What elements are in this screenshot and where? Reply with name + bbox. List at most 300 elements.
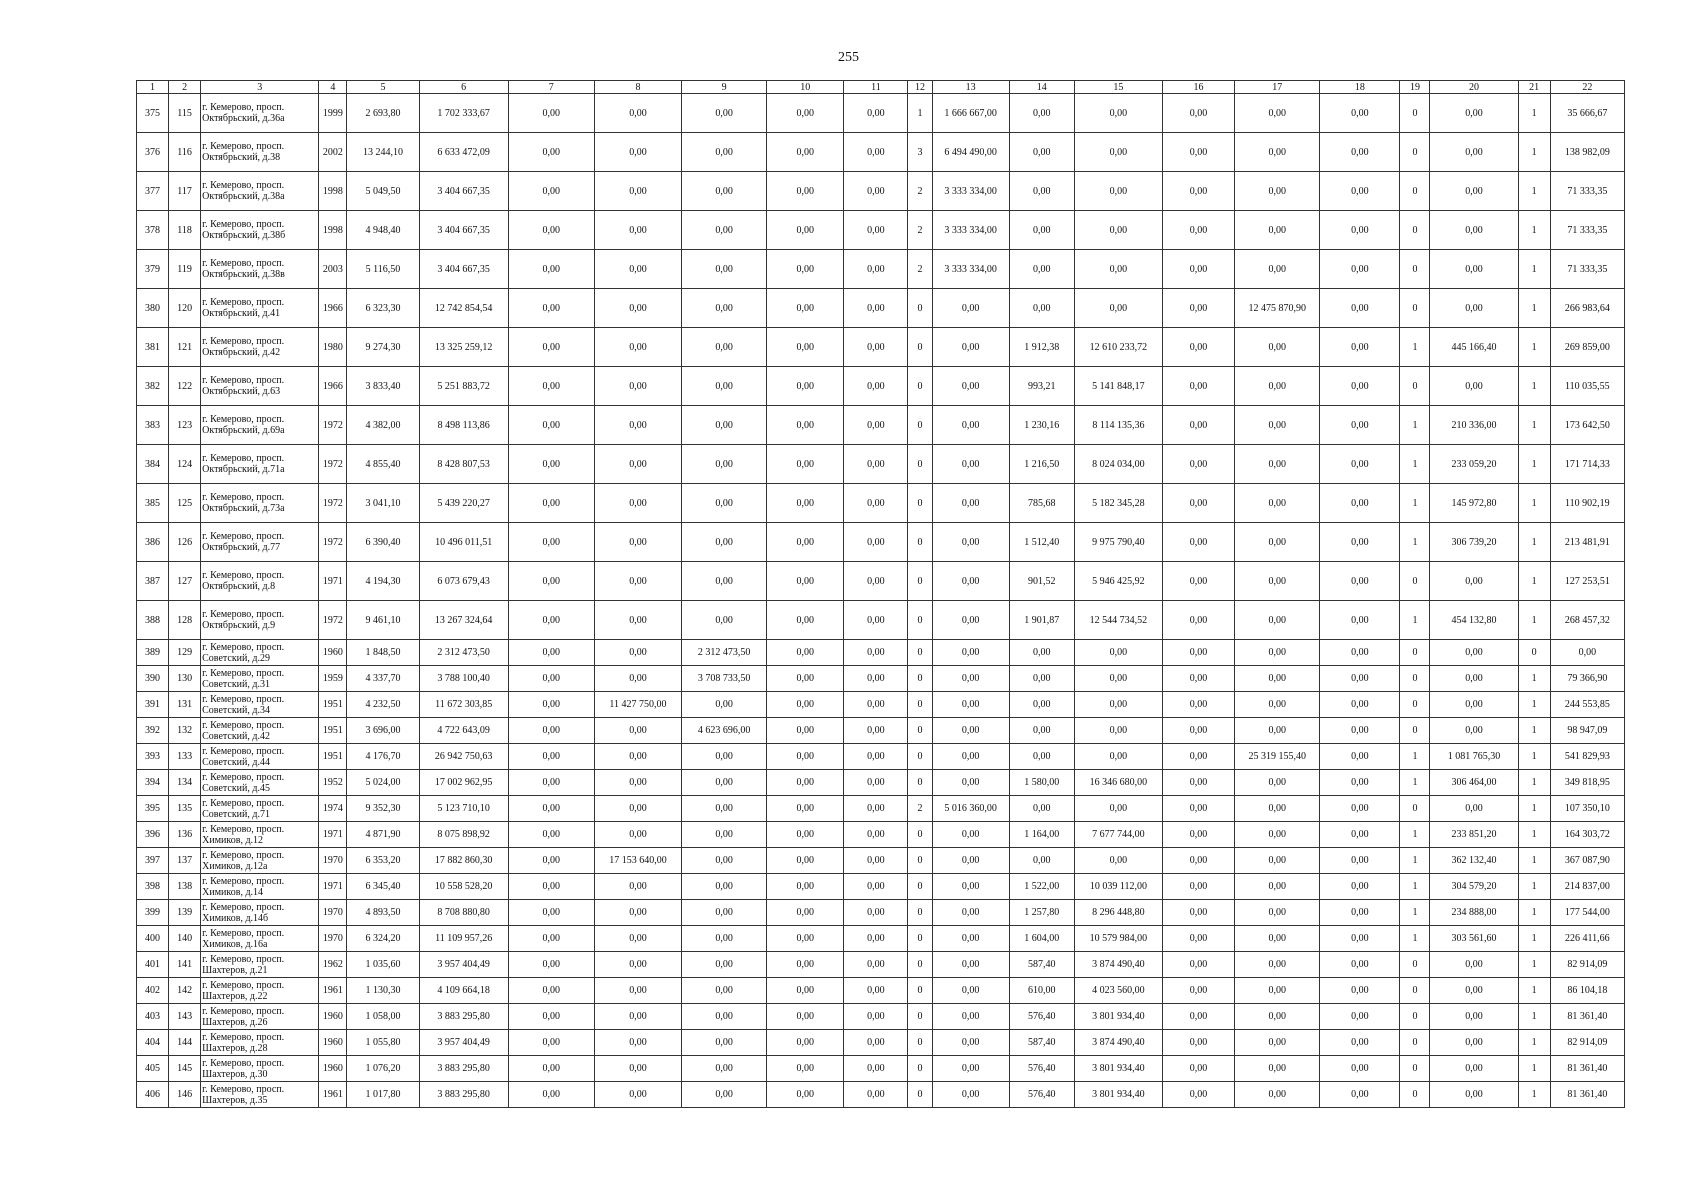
table-cell: 0,00 bbox=[508, 770, 594, 796]
table-cell: 0,00 bbox=[1235, 926, 1320, 952]
table-row bbox=[137, 900, 1625, 926]
column-header-14: 14 bbox=[1009, 81, 1074, 94]
table-cell: 0,00 bbox=[594, 666, 681, 692]
table-cell: 0,00 bbox=[932, 1030, 1009, 1056]
table-cell: 0 bbox=[908, 744, 932, 770]
table-row bbox=[137, 250, 1625, 289]
column-header-16: 16 bbox=[1162, 81, 1234, 94]
table-cell: 382 bbox=[137, 367, 169, 406]
table-cell: 1951 bbox=[319, 744, 347, 770]
column-header-22: 22 bbox=[1550, 81, 1624, 94]
table-cell: 0,00 bbox=[932, 744, 1009, 770]
table-cell: 1 bbox=[1518, 211, 1550, 250]
table-cell: 387 bbox=[137, 562, 169, 601]
table-cell: 0,00 bbox=[508, 484, 594, 523]
table-cell: 0,00 bbox=[767, 822, 844, 848]
table-cell: 0,00 bbox=[508, 601, 594, 640]
table-cell: 5 116,50 bbox=[347, 250, 419, 289]
table-cell: 0,00 bbox=[844, 926, 908, 952]
address-cell: г. Кемерово, просп. Октябрьский, д.63 bbox=[201, 367, 319, 406]
table-cell: 0,00 bbox=[682, 172, 767, 211]
table-cell: 8 296 448,80 bbox=[1074, 900, 1162, 926]
table-row bbox=[137, 172, 1625, 211]
table-cell: 1960 bbox=[319, 1004, 347, 1030]
table-cell: 1966 bbox=[319, 289, 347, 328]
table-cell: 5 016 360,00 bbox=[932, 796, 1009, 822]
table-cell: 0,00 bbox=[767, 640, 844, 666]
table-cell: 11 672 303,85 bbox=[419, 692, 508, 718]
table-cell: 1 580,00 bbox=[1009, 770, 1074, 796]
table-cell: 0,00 bbox=[1009, 666, 1074, 692]
table-cell: 0,00 bbox=[1162, 328, 1234, 367]
table-cell: 0,00 bbox=[1235, 796, 1320, 822]
table-cell: 0,00 bbox=[594, 1082, 681, 1108]
table-cell: 1 bbox=[1400, 770, 1430, 796]
table-cell: 0,00 bbox=[767, 562, 844, 601]
table-cell: 0,00 bbox=[1162, 406, 1234, 445]
table-cell: 303 561,60 bbox=[1430, 926, 1518, 952]
table-cell: 1961 bbox=[319, 1082, 347, 1108]
table-cell: 1 912,38 bbox=[1009, 328, 1074, 367]
table-cell: 2 bbox=[908, 796, 932, 822]
table-cell: 124 bbox=[169, 445, 201, 484]
table-cell: 0,00 bbox=[682, 900, 767, 926]
table-cell: 391 bbox=[137, 692, 169, 718]
table-cell: 0,00 bbox=[594, 133, 681, 172]
table-cell: 1 bbox=[1518, 289, 1550, 328]
table-row bbox=[137, 952, 1625, 978]
table-cell: 1951 bbox=[319, 718, 347, 744]
table-cell: 1 bbox=[1518, 484, 1550, 523]
table-cell: 0,00 bbox=[844, 211, 908, 250]
table-cell: 6 073 679,43 bbox=[419, 562, 508, 601]
column-header-5: 5 bbox=[347, 81, 419, 94]
table-cell: 1 bbox=[1518, 952, 1550, 978]
table-cell: 0,00 bbox=[767, 1082, 844, 1108]
address-cell: г. Кемерово, просп. Шахтеров, д.21 bbox=[201, 952, 319, 978]
table-cell: 1962 bbox=[319, 952, 347, 978]
table-cell: 0,00 bbox=[1235, 133, 1320, 172]
table-cell: 17 153 640,00 bbox=[594, 848, 681, 874]
table-cell: 0,00 bbox=[1162, 718, 1234, 744]
table-cell: 0,00 bbox=[844, 562, 908, 601]
table-cell: 6 323,30 bbox=[347, 289, 419, 328]
column-header-19: 19 bbox=[1400, 81, 1430, 94]
table-cell: 135 bbox=[169, 796, 201, 822]
table-cell: 0,00 bbox=[594, 718, 681, 744]
table-cell: 393 bbox=[137, 744, 169, 770]
table-cell: 117 bbox=[169, 172, 201, 211]
table-cell: 137 bbox=[169, 848, 201, 874]
table-cell: 0,00 bbox=[1320, 1004, 1400, 1030]
table-cell: 587,40 bbox=[1009, 952, 1074, 978]
table-cell: 134 bbox=[169, 770, 201, 796]
table-row bbox=[137, 978, 1625, 1004]
table-cell: 0,00 bbox=[767, 692, 844, 718]
table-cell: 0,00 bbox=[1162, 445, 1234, 484]
table-cell: 0,00 bbox=[844, 1056, 908, 1082]
table-cell: 0,00 bbox=[932, 822, 1009, 848]
table-cell: 5 251 883,72 bbox=[419, 367, 508, 406]
table-cell: 4 623 696,00 bbox=[682, 718, 767, 744]
table-cell: 0,00 bbox=[1320, 718, 1400, 744]
table-cell: 127 253,51 bbox=[1550, 562, 1624, 601]
table-cell: 454 132,80 bbox=[1430, 601, 1518, 640]
table-cell: 0 bbox=[908, 926, 932, 952]
table-cell: 1 bbox=[1518, 900, 1550, 926]
column-header-6: 6 bbox=[419, 81, 508, 94]
column-header-20: 20 bbox=[1430, 81, 1518, 94]
table-cell: 0,00 bbox=[682, 211, 767, 250]
table-cell: 587,40 bbox=[1009, 1030, 1074, 1056]
table-cell: 0,00 bbox=[594, 1030, 681, 1056]
table-cell: 0,00 bbox=[1009, 172, 1074, 211]
table-cell: 901,52 bbox=[1009, 562, 1074, 601]
table-cell: 785,68 bbox=[1009, 484, 1074, 523]
table-cell: 0,00 bbox=[767, 484, 844, 523]
table-cell: 144 bbox=[169, 1030, 201, 1056]
table-cell: 1980 bbox=[319, 328, 347, 367]
table-cell: 126 bbox=[169, 523, 201, 562]
table-cell: 0,00 bbox=[932, 445, 1009, 484]
table-cell: 119 bbox=[169, 250, 201, 289]
table-cell: 377 bbox=[137, 172, 169, 211]
table-cell: 1 bbox=[1400, 445, 1430, 484]
table-cell: 0 bbox=[1400, 250, 1430, 289]
table-cell: 0,00 bbox=[1235, 250, 1320, 289]
table-cell: 0,00 bbox=[508, 1082, 594, 1108]
table-cell: 25 319 155,40 bbox=[1235, 744, 1320, 770]
table-cell: 379 bbox=[137, 250, 169, 289]
table-cell: 0,00 bbox=[932, 1082, 1009, 1108]
table-cell: 13 244,10 bbox=[347, 133, 419, 172]
table-cell: 0,00 bbox=[1430, 289, 1518, 328]
table-cell: 0,00 bbox=[1430, 211, 1518, 250]
table-cell: 0,00 bbox=[844, 640, 908, 666]
table-cell: 0,00 bbox=[1235, 770, 1320, 796]
table-cell: 0,00 bbox=[682, 445, 767, 484]
table-cell: 4 194,30 bbox=[347, 562, 419, 601]
table-cell: 1 bbox=[1400, 900, 1430, 926]
table-cell: 0,00 bbox=[682, 484, 767, 523]
table-cell: 0,00 bbox=[844, 601, 908, 640]
table-cell: 0,00 bbox=[1235, 1030, 1320, 1056]
table-cell: 146 bbox=[169, 1082, 201, 1108]
table-cell: 1 bbox=[1518, 1056, 1550, 1082]
table-cell: 0,00 bbox=[508, 94, 594, 133]
table-cell: 1 164,00 bbox=[1009, 822, 1074, 848]
table-cell: 0,00 bbox=[1074, 211, 1162, 250]
page-number: 255 bbox=[838, 50, 859, 65]
table-cell: 0,00 bbox=[932, 770, 1009, 796]
table-cell: 576,40 bbox=[1009, 1056, 1074, 1082]
table-cell: 12 742 854,54 bbox=[419, 289, 508, 328]
table-cell: 5 049,50 bbox=[347, 172, 419, 211]
table-cell: 0,00 bbox=[844, 94, 908, 133]
table-cell: 1 bbox=[1518, 328, 1550, 367]
table-cell: 10 039 112,00 bbox=[1074, 874, 1162, 900]
table-cell: 0,00 bbox=[932, 406, 1009, 445]
table-cell: 0,00 bbox=[932, 484, 1009, 523]
table-cell: 1 bbox=[1400, 822, 1430, 848]
table-cell: 405 bbox=[137, 1056, 169, 1082]
table-row bbox=[137, 666, 1625, 692]
table-cell: 0,00 bbox=[844, 796, 908, 822]
table-cell: 0,00 bbox=[682, 796, 767, 822]
column-header-15: 15 bbox=[1074, 81, 1162, 94]
table-cell: 0,00 bbox=[508, 1030, 594, 1056]
address-cell: г. Кемерово, просп. Октябрьский, д.42 bbox=[201, 328, 319, 367]
table-cell: 8 428 807,53 bbox=[419, 445, 508, 484]
table-row bbox=[137, 406, 1625, 445]
table-cell: 0,00 bbox=[767, 770, 844, 796]
table-cell: 0,00 bbox=[1162, 848, 1234, 874]
table-cell: 0,00 bbox=[1162, 601, 1234, 640]
table-cell: 0,00 bbox=[1430, 250, 1518, 289]
table-cell: 0,00 bbox=[594, 952, 681, 978]
table-cell: 1 bbox=[1518, 718, 1550, 744]
address-cell: г. Кемерово, просп. Шахтеров, д.30 bbox=[201, 1056, 319, 1082]
table-cell: 0 bbox=[908, 1004, 932, 1030]
table-cell: 226 411,66 bbox=[1550, 926, 1624, 952]
table-cell: 0 bbox=[1400, 1082, 1430, 1108]
table-cell: 1 257,80 bbox=[1009, 900, 1074, 926]
table-cell: 0,00 bbox=[767, 250, 844, 289]
table-cell: 0,00 bbox=[844, 952, 908, 978]
table-cell: 0,00 bbox=[1320, 172, 1400, 211]
table-cell: 0,00 bbox=[1074, 692, 1162, 718]
table-cell: 0 bbox=[1518, 640, 1550, 666]
table-cell: 0 bbox=[908, 770, 932, 796]
table-cell: 0,00 bbox=[1009, 250, 1074, 289]
table-cell: 145 972,80 bbox=[1430, 484, 1518, 523]
table-cell: 0,00 bbox=[767, 848, 844, 874]
table-cell: 130 bbox=[169, 666, 201, 692]
table-cell: 384 bbox=[137, 445, 169, 484]
table-cell: 11 427 750,00 bbox=[594, 692, 681, 718]
table-row bbox=[137, 692, 1625, 718]
table-cell: 0,00 bbox=[932, 874, 1009, 900]
table-cell: 3 333 334,00 bbox=[932, 250, 1009, 289]
table-cell: 1 230,16 bbox=[1009, 406, 1074, 445]
table-cell: 0,00 bbox=[508, 523, 594, 562]
table-cell: 0,00 bbox=[1235, 94, 1320, 133]
table-cell: 0,00 bbox=[1009, 211, 1074, 250]
table-cell: 0,00 bbox=[508, 562, 594, 601]
table-cell: 0 bbox=[908, 1056, 932, 1082]
table-cell: 3 883 295,80 bbox=[419, 1004, 508, 1030]
table-cell: 3 333 334,00 bbox=[932, 211, 1009, 250]
data-table bbox=[136, 80, 1625, 1108]
table-cell: 1972 bbox=[319, 523, 347, 562]
column-header-13: 13 bbox=[932, 81, 1009, 94]
table-cell: 0,00 bbox=[682, 770, 767, 796]
table-cell: 380 bbox=[137, 289, 169, 328]
table-row bbox=[137, 367, 1625, 406]
table-cell: 1 bbox=[1400, 874, 1430, 900]
table-cell: 0,00 bbox=[682, 822, 767, 848]
table-cell: 10 558 528,20 bbox=[419, 874, 508, 900]
table-cell: 0,00 bbox=[1235, 367, 1320, 406]
table-cell: 2002 bbox=[319, 133, 347, 172]
table-cell: 0,00 bbox=[844, 328, 908, 367]
table-cell: 610,00 bbox=[1009, 978, 1074, 1004]
column-header-1: 1 bbox=[137, 81, 169, 94]
table-cell: 0,00 bbox=[594, 978, 681, 1004]
table-cell: 6 324,20 bbox=[347, 926, 419, 952]
table-cell: 0,00 bbox=[682, 250, 767, 289]
table-cell: 0,00 bbox=[594, 640, 681, 666]
table-cell: 82 914,09 bbox=[1550, 952, 1624, 978]
table-cell: 0 bbox=[908, 406, 932, 445]
table-cell: 1960 bbox=[319, 1056, 347, 1082]
table-cell: 0,00 bbox=[1235, 445, 1320, 484]
table-cell: 0,00 bbox=[508, 900, 594, 926]
table-cell: 0,00 bbox=[767, 445, 844, 484]
table-cell: 0,00 bbox=[1320, 1082, 1400, 1108]
table-cell: 0,00 bbox=[767, 406, 844, 445]
table-cell: 1 bbox=[1518, 94, 1550, 133]
table-cell: 1 bbox=[1518, 666, 1550, 692]
table-cell: 3 404 667,35 bbox=[419, 250, 508, 289]
table-row bbox=[137, 770, 1625, 796]
table-cell: 0,00 bbox=[508, 367, 594, 406]
table-cell: 0,00 bbox=[508, 744, 594, 770]
table-cell: 0,00 bbox=[594, 796, 681, 822]
table-cell: 0 bbox=[908, 900, 932, 926]
table-cell: 0,00 bbox=[1430, 640, 1518, 666]
table-cell: 0,00 bbox=[1320, 445, 1400, 484]
table-cell: 0,00 bbox=[594, 172, 681, 211]
address-cell: г. Кемерово, просп. Октябрьский, д.38а bbox=[201, 172, 319, 211]
table-cell: 17 002 962,95 bbox=[419, 770, 508, 796]
table-cell: 35 666,67 bbox=[1550, 94, 1624, 133]
table-cell: 0,00 bbox=[1320, 640, 1400, 666]
table-cell: 1998 bbox=[319, 172, 347, 211]
table-cell: 0,00 bbox=[1074, 94, 1162, 133]
table-cell: 0 bbox=[908, 692, 932, 718]
table-cell: 0 bbox=[908, 445, 932, 484]
table-cell: 0,00 bbox=[1074, 848, 1162, 874]
table-cell: 0,00 bbox=[682, 744, 767, 770]
table-cell: 0,00 bbox=[1430, 952, 1518, 978]
table-cell: 128 bbox=[169, 601, 201, 640]
table-cell: 0,00 bbox=[844, 718, 908, 744]
table-cell: 81 361,40 bbox=[1550, 1082, 1624, 1108]
table-row bbox=[137, 601, 1625, 640]
table-row bbox=[137, 1082, 1625, 1108]
table-cell: 81 361,40 bbox=[1550, 1004, 1624, 1030]
table-cell: 0 bbox=[1400, 692, 1430, 718]
table-cell: 0,00 bbox=[932, 1004, 1009, 1030]
table-cell: 0,00 bbox=[1162, 692, 1234, 718]
table-cell: 0,00 bbox=[1162, 1056, 1234, 1082]
table-cell: 394 bbox=[137, 770, 169, 796]
table-cell: 0,00 bbox=[594, 1056, 681, 1082]
table-cell: 0,00 bbox=[767, 328, 844, 367]
table-cell: 4 948,40 bbox=[347, 211, 419, 250]
table-cell: 0,00 bbox=[1235, 1082, 1320, 1108]
table-cell: 0,00 bbox=[594, 874, 681, 900]
table-cell: 0,00 bbox=[767, 94, 844, 133]
table-cell: 0,00 bbox=[1430, 1082, 1518, 1108]
table-cell: 0,00 bbox=[844, 250, 908, 289]
table-cell: 0,00 bbox=[1009, 94, 1074, 133]
table-cell: 0,00 bbox=[1009, 718, 1074, 744]
table-cell: 234 888,00 bbox=[1430, 900, 1518, 926]
address-cell: г. Кемерово, просп. Химиков, д.12а bbox=[201, 848, 319, 874]
table-cell: 177 544,00 bbox=[1550, 900, 1624, 926]
table-cell: 1 bbox=[1400, 848, 1430, 874]
table-cell: 0,00 bbox=[1162, 744, 1234, 770]
table-cell: 0,00 bbox=[508, 172, 594, 211]
table-cell: 0,00 bbox=[1320, 874, 1400, 900]
table-cell: 12 475 870,90 bbox=[1235, 289, 1320, 328]
address-cell: г. Кемерово, просп. Советский, д.29 bbox=[201, 640, 319, 666]
table-cell: 116 bbox=[169, 133, 201, 172]
table-cell: 0,00 bbox=[1235, 328, 1320, 367]
table-cell: 0,00 bbox=[508, 289, 594, 328]
table-cell: 0,00 bbox=[594, 562, 681, 601]
table-row bbox=[137, 640, 1625, 666]
table-cell: 173 642,50 bbox=[1550, 406, 1624, 445]
table-cell: 0 bbox=[1400, 289, 1430, 328]
table-cell: 0,00 bbox=[1320, 562, 1400, 601]
table-cell: 2 bbox=[908, 250, 932, 289]
table-cell: 82 914,09 bbox=[1550, 1030, 1624, 1056]
table-cell: 0,00 bbox=[1162, 562, 1234, 601]
table-cell: 0,00 bbox=[1074, 172, 1162, 211]
table-cell: 0,00 bbox=[1430, 692, 1518, 718]
table-cell: 0 bbox=[908, 666, 932, 692]
table-cell: 0,00 bbox=[1235, 874, 1320, 900]
table-cell: 2 bbox=[908, 172, 932, 211]
table-cell: 133 bbox=[169, 744, 201, 770]
table-cell: 0 bbox=[1400, 1056, 1430, 1082]
table-cell: 9 352,30 bbox=[347, 796, 419, 822]
table-cell: 1 bbox=[1518, 250, 1550, 289]
table-cell: 0,00 bbox=[1320, 328, 1400, 367]
table-cell: 0,00 bbox=[1320, 406, 1400, 445]
table-cell: 0 bbox=[908, 952, 932, 978]
table-cell: 0,00 bbox=[1162, 211, 1234, 250]
table-cell: 397 bbox=[137, 848, 169, 874]
table-cell: 0,00 bbox=[1074, 250, 1162, 289]
table-cell: 0,00 bbox=[844, 848, 908, 874]
table-cell: 1972 bbox=[319, 406, 347, 445]
table-cell: 142 bbox=[169, 978, 201, 1004]
table-cell: 0,00 bbox=[594, 328, 681, 367]
table-cell: 0 bbox=[908, 1030, 932, 1056]
table-cell: 1 bbox=[1400, 744, 1430, 770]
table-cell: 0,00 bbox=[1320, 926, 1400, 952]
table-cell: 0,00 bbox=[508, 978, 594, 1004]
table-cell: 16 346 680,00 bbox=[1074, 770, 1162, 796]
table-cell: 145 bbox=[169, 1056, 201, 1082]
table-cell: 0,00 bbox=[1074, 133, 1162, 172]
table-cell: 0,00 bbox=[682, 1030, 767, 1056]
table-cell: 0,00 bbox=[932, 562, 1009, 601]
table-cell: 0 bbox=[908, 848, 932, 874]
table-cell: 0,00 bbox=[844, 874, 908, 900]
table-cell: 141 bbox=[169, 952, 201, 978]
table-cell: 8 075 898,92 bbox=[419, 822, 508, 848]
table-cell: 1 bbox=[1518, 1004, 1550, 1030]
table-cell: 0 bbox=[908, 484, 932, 523]
table-cell: 0,00 bbox=[767, 744, 844, 770]
address-cell: г. Кемерово, просп. Советский, д.34 bbox=[201, 692, 319, 718]
address-cell: г. Кемерово, просп. Советский, д.31 bbox=[201, 666, 319, 692]
